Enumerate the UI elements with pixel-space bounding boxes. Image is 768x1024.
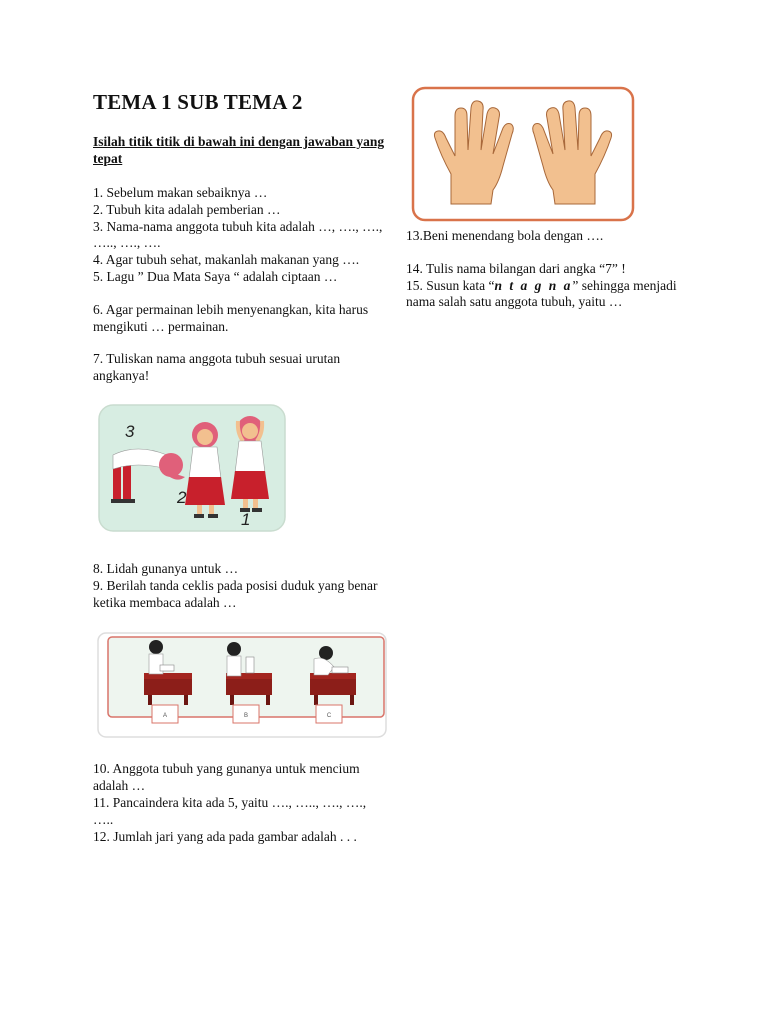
question-4: 4. Agar tubuh sehat, makanlah makanan yang ….	[93, 252, 360, 268]
question-2: 2. Tubuh kita adalah pemberian …	[93, 201, 281, 217]
question-12: 12. Jumlah jari yang ada pada gambar adalah . . .	[93, 828, 357, 844]
question-15-prefix: 15. Susun kata “	[406, 277, 495, 293]
girl-hands-on-head-icon	[231, 416, 269, 512]
left-column	[93, 86, 388, 845]
question-14: 14. Tulis nama bilangan dari angka “7” !	[406, 260, 626, 276]
option-a-label: A	[162, 713, 168, 720]
exercise-number-1: 1	[241, 509, 251, 529]
exercise-figure	[97, 403, 388, 533]
exercise-illustration	[97, 403, 287, 533]
question-13: 13.Beni menendang bola dengan ….	[406, 228, 604, 243]
question-9: 9. Berilah tanda ceklis pada posisi duduk yang benar ketika membaca adalah …	[93, 577, 378, 610]
question-6: 6. Agar permainan lebih menyenangkan, kita harus mengikuti … permainan.	[93, 301, 369, 334]
option-b-label: B	[243, 713, 249, 720]
worksheet-title: TEMA 1 SUB TEMA 2	[93, 90, 303, 114]
question-11: 11. Pancaindera kita ada 5, yaitu …., ….., …., …., …..	[93, 794, 367, 827]
question-15-suffix: ” sehingga menjadi nama salah satu anggota tubuh, yaitu …	[406, 277, 677, 310]
sitting-position-figure	[96, 631, 388, 739]
exercise-number-2: 2	[177, 487, 187, 507]
exercise-number-3: 3	[125, 421, 135, 441]
hands-illustration	[411, 86, 635, 222]
sitting-position-illustration	[96, 631, 388, 739]
question-7: 7. Tuliskan nama anggota tubuh sesuai urutan angkanya!	[93, 351, 341, 384]
question-5: 5. Lagu ” Dua Mata Saya “ adalah ciptaan …	[93, 268, 338, 284]
question-8: 8. Lidah gunanya untuk …	[93, 560, 239, 576]
question-10: 10. Anggota tubuh yang gunanya untuk mencium adalah …	[93, 761, 360, 794]
hands-figure	[411, 86, 696, 222]
question-1: 1. Sebelum makan sebaiknya …	[93, 185, 268, 200]
right-column	[406, 86, 696, 311]
option-c-label: C	[326, 713, 332, 720]
question-15-scrambled-word: n t a g n a	[494, 277, 573, 293]
question-15	[406, 278, 696, 312]
instruction-text: Isilah titik titik di bawah ini dengan jawaban yang tepat	[93, 134, 385, 166]
question-3: 3. Nama-nama anggota tubuh kita adalah …, …., …., ….., …., ….	[93, 218, 383, 251]
